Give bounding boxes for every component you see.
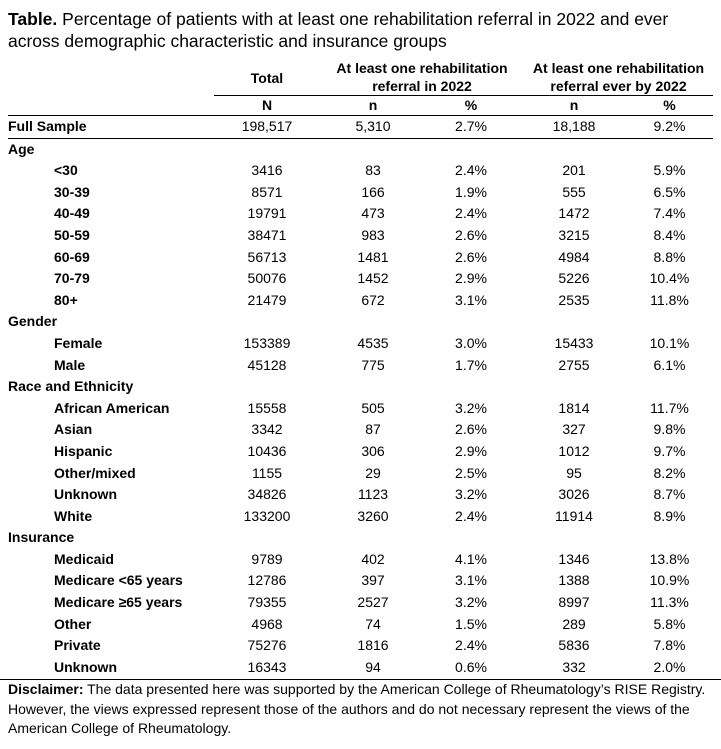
cell-pct-ever: 6.5% [653,183,686,200]
cell-n-ever: 3026 [558,486,590,503]
cell-n-2022: 4535 [357,334,389,351]
header-n-2022: n [368,97,378,113]
row-label: 80+ [54,291,78,308]
cell-pct-ever: 10.1% [649,334,690,351]
row-label: 40-49 [54,205,90,222]
cell-pct-ever: 8.2% [653,464,686,481]
cell-total-N: 56713 [247,248,287,265]
cell-pct-ever: 8.9% [653,507,686,524]
cell-total-N: 19791 [247,205,287,222]
cell-pct-ever: 5.8% [653,615,686,632]
row-label: Unknown [54,486,117,503]
cell-pct-2022: 1.9% [455,183,487,200]
row-label: 70-79 [54,270,90,287]
cell-pct-ever: 10.4% [649,270,690,287]
cell-total-N: 75276 [247,637,287,654]
row-label: Other/mixed [54,464,136,481]
row-label: Unknown [54,658,117,675]
disclaimer-text: The data presented here was supported by the American College of Rheumatology’s RISE Registry. However, the views expressed represent those of the authors and do not necessary represent the views of the American College of Rheumatology. [8,681,706,736]
header-N: N [261,97,273,113]
cell-pct-ever: 7.4% [653,205,686,222]
cell-n-ever: 289 [562,615,586,632]
table-row [8,355,713,377]
cell-n-2022: 83 [365,162,381,179]
cell-n-ever: 15433 [554,334,594,351]
cell-pct-ever: 11.3% [650,594,689,611]
table-title [8,8,713,52]
cell-n-ever: 95 [566,464,582,481]
cell-n-2022: 5,310 [355,118,391,134]
title-prefix: Table. [8,9,58,29]
cell-pct-ever: 9.7% [653,442,686,459]
cell-total-N: 10436 [247,442,287,459]
cell-n-ever: 5226 [558,270,590,287]
header-ever-line1: At least one rehabilitation [532,60,705,76]
cell-n-2022: 94 [365,658,381,675]
cell-n-ever: 332 [562,658,586,675]
group-label: Age [8,140,35,157]
cell-total-N: 198,517 [241,118,293,134]
cell-pct-ever: 6.1% [653,356,686,373]
row-label: Full Sample [8,118,87,134]
cell-total-N: 45128 [247,356,287,373]
cell-total-N: 8571 [251,183,283,200]
cell-n-2022: 505 [361,399,385,416]
cell-n-ever: 4984 [558,248,590,265]
table-row [8,506,713,528]
cell-n-ever: 8997 [558,594,590,611]
row-label: 30-39 [54,183,90,200]
cell-pct-2022: 3.2% [455,594,487,611]
data-table [8,58,713,675]
header-total: Total [250,70,284,86]
cell-pct-ever: 2.0% [653,658,686,675]
cell-total-N: 153389 [243,334,291,351]
row-label: 50-59 [54,226,90,243]
cell-n-ever: 555 [562,183,586,200]
cell-total-N: 16343 [247,658,287,675]
cell-n-2022: 29 [365,464,381,481]
cell-total-N: 79355 [247,594,287,611]
table-row [8,268,713,290]
header-ever-line2: referral ever by 2022 [550,78,687,94]
row-label: White [54,507,93,524]
cell-n-ever: 1814 [558,399,590,416]
table-row [8,333,713,355]
cell-n-2022: 87 [365,421,381,438]
header-row-3 [8,95,713,114]
cell-total-N: 12786 [247,572,287,589]
cell-pct-2022: 3.2% [455,486,487,503]
cell-pct-2022: 1.7% [455,356,487,373]
title-text: Percentage of patients with at least one rehabilitation referral in 2022 and ever across demographic characteristic and insurance groups [8,9,669,51]
table-row [8,614,713,636]
cell-pct-ever: 13.8% [649,550,690,567]
cell-pct-2022: 2.4% [455,507,487,524]
cell-n-ever: 3215 [558,226,590,243]
cell-n-2022: 306 [361,442,385,459]
table-row [8,635,713,657]
cell-pct-ever: 11.8% [650,291,689,308]
cell-n-2022: 1816 [357,637,389,654]
cell-pct-2022: 1.5% [455,615,487,632]
cell-pct-2022: 2.4% [455,637,487,654]
table-row [8,182,713,204]
header-2022-line1: At least one rehabilitation [336,60,508,76]
group-header-row [8,139,713,161]
disclaimer [8,680,713,739]
cell-n-2022: 3260 [357,507,389,524]
cell-n-2022: 983 [361,226,385,243]
cell-n-ever: 1472 [558,205,590,222]
cell-n-2022: 1123 [357,486,389,503]
row-label: Other [54,615,92,632]
cell-pct-2022: 2.6% [455,248,487,265]
table-row [8,657,713,679]
disclaimer-label: Disclaimer: [8,681,84,697]
cell-n-ever: 11914 [555,507,593,524]
row-label: Female [54,334,103,351]
cell-n-ever: 201 [562,162,586,179]
cell-n-2022: 1481 [357,248,389,265]
header-pct-2022: % [464,97,478,113]
cell-pct-2022: 4.1% [455,550,487,567]
table-row [8,160,713,182]
row-label: Asian [54,421,93,438]
cell-n-ever: 2535 [558,291,590,308]
cell-total-N: 15558 [247,399,287,416]
row-label: Private [54,637,101,654]
cell-n-ever: 5836 [558,637,590,654]
row-label: 60-69 [54,248,90,265]
row-label: <30 [54,162,78,179]
cell-pct-ever: 11.7% [650,399,689,416]
group-label: Gender [8,313,58,330]
cell-n-2022: 473 [361,205,385,222]
cell-n-2022: 74 [365,615,381,632]
cell-n-ever: 2755 [558,356,590,373]
cell-n-2022: 397 [361,572,385,589]
cell-pct-2022: 2.5% [455,464,487,481]
cell-total-N: 3342 [251,421,283,438]
cell-total-N: 21479 [247,291,287,308]
cell-pct-2022: 3.2% [455,399,487,416]
header-n-ever: n [569,97,579,113]
header-pct-ever: % [663,97,676,113]
cell-n-2022: 1452 [357,270,389,287]
table-row [8,203,713,225]
table-row [8,116,713,138]
table-row [8,549,713,571]
group-header-row [8,311,713,333]
cell-n-ever: 1388 [558,572,590,589]
cell-pct-2022: 2.7% [455,118,487,134]
cell-pct-2022: 2.4% [455,205,487,222]
row-label: Medicare <65 years [54,572,183,589]
cell-pct-2022: 0.6% [455,658,487,675]
row-label: Hispanic [54,442,113,459]
row-label: Medicaid [54,550,114,567]
cell-total-N: 133200 [243,507,291,524]
row-label: Medicare ≥65 years [54,594,183,611]
cell-pct-2022: 2.9% [455,270,487,287]
cell-pct-ever: 5.9% [653,162,686,179]
cell-n-2022: 166 [361,183,385,200]
cell-n-ever: 327 [562,421,586,438]
table-row [8,441,713,463]
row-label: African American [54,399,170,416]
cell-pct-ever: 9.2% [653,118,686,134]
cell-pct-2022: 2.6% [455,421,487,438]
cell-n-ever: 18,188 [552,118,596,134]
cell-total-N: 4968 [251,615,283,632]
cell-pct-2022: 2.6% [455,226,487,243]
cell-n-2022: 402 [361,550,385,567]
group-header-row [8,376,713,398]
cell-n-2022: 672 [361,291,385,308]
group-label: Race and Ethnicity [8,378,134,395]
row-label: Male [54,356,86,373]
cell-pct-ever: 7.8% [653,637,686,654]
cell-n-2022: 2527 [357,594,389,611]
group-header-row [8,527,713,549]
table-row [8,484,713,506]
cell-pct-ever: 8.4% [653,226,686,243]
table-row [8,463,713,485]
cell-n-2022: 775 [361,356,385,373]
table-body [8,116,713,678]
table-row [8,398,713,420]
cell-pct-ever: 9.8% [653,421,686,438]
cell-pct-2022: 3.1% [455,291,487,308]
cell-pct-ever: 8.7% [653,486,686,503]
cell-n-ever: 1346 [558,550,590,567]
cell-total-N: 34826 [247,486,287,503]
table-row [8,225,713,247]
header-row-2 [8,78,713,95]
cell-total-N: 38471 [247,226,287,243]
table-row [8,247,713,269]
cell-pct-ever: 8.8% [653,248,686,265]
cell-pct-2022: 2.9% [455,442,487,459]
cell-pct-2022: 3.1% [455,572,487,589]
cell-pct-2022: 2.4% [455,162,487,179]
cell-total-N: 50076 [247,270,287,287]
group-label: Insurance [8,529,75,546]
table-row [8,592,713,614]
header-2022-line2: referral in 2022 [372,78,472,94]
cell-total-N: 9789 [251,550,283,567]
cell-total-N: 1155 [251,464,283,481]
table-row [8,570,713,592]
cell-pct-2022: 3.0% [455,334,487,351]
table-row [8,419,713,441]
cell-pct-ever: 10.9% [649,572,690,589]
cell-n-ever: 1012 [558,442,590,459]
cell-total-N: 3416 [251,162,283,179]
table-row [8,290,713,312]
